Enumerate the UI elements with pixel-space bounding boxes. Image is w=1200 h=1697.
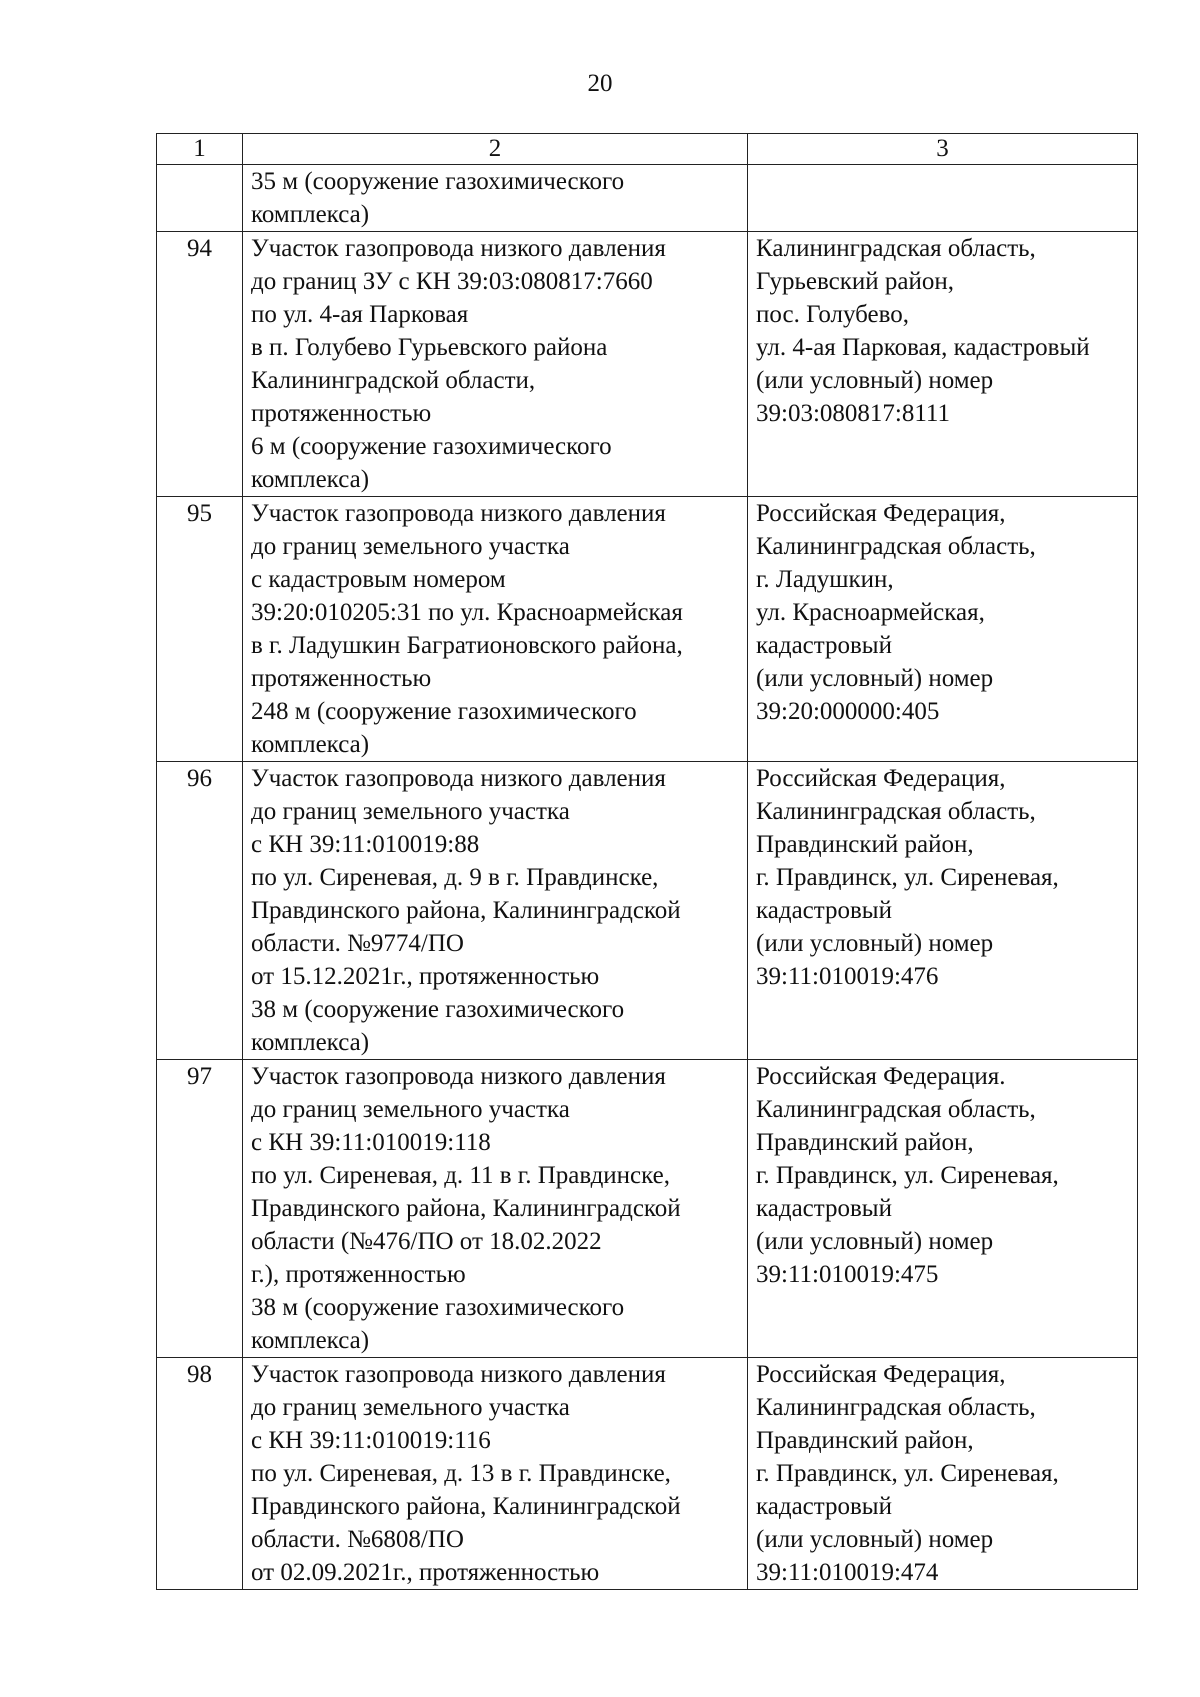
description-line: 38 м (сооружение газохимического	[251, 1294, 625, 1321]
object-description	[243, 1060, 748, 1358]
address-line: Калининградская область,	[756, 798, 1036, 825]
row-number	[157, 165, 243, 232]
description-line: области. №6808/ПО	[251, 1526, 464, 1553]
description-line: по ул. 4-ая Парковая	[251, 301, 469, 328]
table-row	[157, 762, 1138, 1060]
address-line: пос. Голубево,	[756, 301, 910, 328]
description-line: 35 м (сооружение газохимического	[251, 168, 625, 195]
address-line: 39:11:010019:475	[756, 1261, 939, 1288]
table-row	[157, 165, 1138, 232]
description-line: по ул. Сиреневая, д. 9 в г. Правдинске,	[251, 864, 659, 891]
description-line: Участок газопровода низкого давления	[251, 765, 666, 792]
header-row	[157, 134, 1138, 165]
object-address	[748, 1358, 1138, 1590]
object-description	[243, 165, 748, 232]
description-line: протяженностью	[251, 400, 432, 427]
address-line: Правдинский район,	[756, 831, 974, 858]
row-number: 96	[157, 762, 243, 1060]
address-line: Российская Федерация,	[756, 500, 1006, 527]
description-line: комплекса)	[251, 1029, 370, 1056]
column-header-1: 1	[157, 134, 243, 165]
address-line: Гурьевский район,	[756, 268, 955, 295]
address-line: Российская Федерация,	[756, 1361, 1006, 1388]
address-line: кадастровый	[756, 1195, 892, 1222]
row-number: 95	[157, 497, 243, 762]
object-address	[748, 232, 1138, 497]
description-line: комплекса)	[251, 731, 370, 758]
description-line: области. №9774/ПО	[251, 930, 464, 957]
description-line: комплекса)	[251, 466, 370, 493]
table-body	[157, 165, 1138, 1590]
address-line: г. Правдинск, ул. Сиреневая,	[756, 864, 1059, 891]
address-line: (или условный) номер	[756, 665, 994, 692]
description-line: до границ земельного участка	[251, 798, 570, 825]
description-line: Правдинского района, Калининградской	[251, 897, 681, 924]
description-line: по ул. Сиреневая, д. 11 в г. Правдинске,	[251, 1162, 671, 1189]
object-description	[243, 232, 748, 497]
description-line: до границ ЗУ с КН 39:03:080817:7660	[251, 268, 653, 295]
description-line: 6 м (сооружение газохимического	[251, 433, 612, 460]
description-line: по ул. Сиреневая, д. 13 в г. Правдинске,	[251, 1460, 671, 1487]
address-line: г. Ладушкин,	[756, 566, 894, 593]
object-description	[243, 1358, 748, 1590]
description-line: с КН 39:11:010019:118	[251, 1129, 491, 1156]
description-line: от 15.12.2021г., протяженностью	[251, 963, 600, 990]
table-row	[157, 1358, 1138, 1590]
object-address	[748, 497, 1138, 762]
address-line: Правдинский район,	[756, 1129, 974, 1156]
description-line: Правдинского района, Калининградской	[251, 1195, 681, 1222]
address-line: (или условный) номер	[756, 367, 994, 394]
description-line: в п. Голубево Гурьевского района	[251, 334, 608, 361]
table-row	[157, 497, 1138, 762]
address-line: (или условный) номер	[756, 1526, 994, 1553]
address-line: Российская Федерация,	[756, 765, 1006, 792]
address-line: 39:11:010019:476	[756, 963, 939, 990]
address-line: Правдинский район,	[756, 1427, 974, 1454]
description-line: до границ земельного участка	[251, 533, 570, 560]
description-line: с кадастровым номером	[251, 566, 506, 593]
description-line: протяженностью	[251, 665, 432, 692]
description-line: 38 м (сооружение газохимического	[251, 996, 625, 1023]
column-header-3: 3	[748, 134, 1138, 165]
address-line: Калининградская область,	[756, 235, 1036, 262]
address-line: г. Правдинск, ул. Сиреневая,	[756, 1162, 1059, 1189]
object-address	[748, 165, 1138, 232]
description-line: г.), протяженностью	[251, 1261, 466, 1288]
table-row	[157, 1060, 1138, 1358]
description-line: комплекса)	[251, 201, 370, 228]
description-line: с КН 39:11:010019:116	[251, 1427, 491, 1454]
description-line: с КН 39:11:010019:88	[251, 831, 480, 858]
description-line: 39:20:010205:31 по ул. Красноармейская	[251, 599, 683, 626]
description-line: Правдинского района, Калининградской	[251, 1493, 681, 1520]
table-header	[157, 134, 1138, 165]
address-line: 39:11:010019:474	[756, 1559, 939, 1586]
object-address	[748, 1060, 1138, 1358]
registry-table	[156, 133, 1138, 1590]
description-line: Участок газопровода низкого давления	[251, 500, 666, 527]
row-number: 98	[157, 1358, 243, 1590]
description-line: области (№476/ПО от 18.02.2022	[251, 1228, 602, 1255]
row-number: 94	[157, 232, 243, 497]
address-line: кадастровый	[756, 632, 892, 659]
address-line: ул. 4-ая Парковая, кадастровый	[756, 334, 1090, 361]
description-line: от 02.09.2021г., протяженностью	[251, 1559, 600, 1586]
description-line: до границ земельного участка	[251, 1394, 570, 1421]
description-line: Участок газопровода низкого давления	[251, 1361, 666, 1388]
address-line: (или условный) номер	[756, 1228, 994, 1255]
address-line: Калининградская область,	[756, 1096, 1036, 1123]
address-line: г. Правдинск, ул. Сиреневая,	[756, 1460, 1059, 1487]
address-line: ул. Красноармейская,	[756, 599, 985, 626]
address-line: 39:03:080817:8111	[756, 400, 950, 427]
object-address	[748, 762, 1138, 1060]
address-line: Российская Федерация.	[756, 1063, 1006, 1090]
description-line: комплекса)	[251, 1327, 370, 1354]
object-description	[243, 497, 748, 762]
description-line: до границ земельного участка	[251, 1096, 570, 1123]
description-line: Участок газопровода низкого давления	[251, 1063, 666, 1090]
description-line: Участок газопровода низкого давления	[251, 235, 666, 262]
description-line: 248 м (сооружение газохимического	[251, 698, 637, 725]
page-number: 20	[587, 70, 613, 97]
address-line: кадастровый	[756, 897, 892, 924]
description-line: Калининградской области,	[251, 367, 536, 394]
address-line: Калининградская область,	[756, 1394, 1036, 1421]
object-description	[243, 762, 748, 1060]
address-line: кадастровый	[756, 1493, 892, 1520]
address-line: Калининградская область,	[756, 533, 1036, 560]
table-row	[157, 232, 1138, 497]
description-line: в г. Ладушкин Багратионовского района,	[251, 632, 683, 659]
column-header-2: 2	[243, 134, 748, 165]
address-line: (или условный) номер	[756, 930, 994, 957]
row-number: 97	[157, 1060, 243, 1358]
address-line: 39:20:000000:405	[756, 698, 940, 725]
